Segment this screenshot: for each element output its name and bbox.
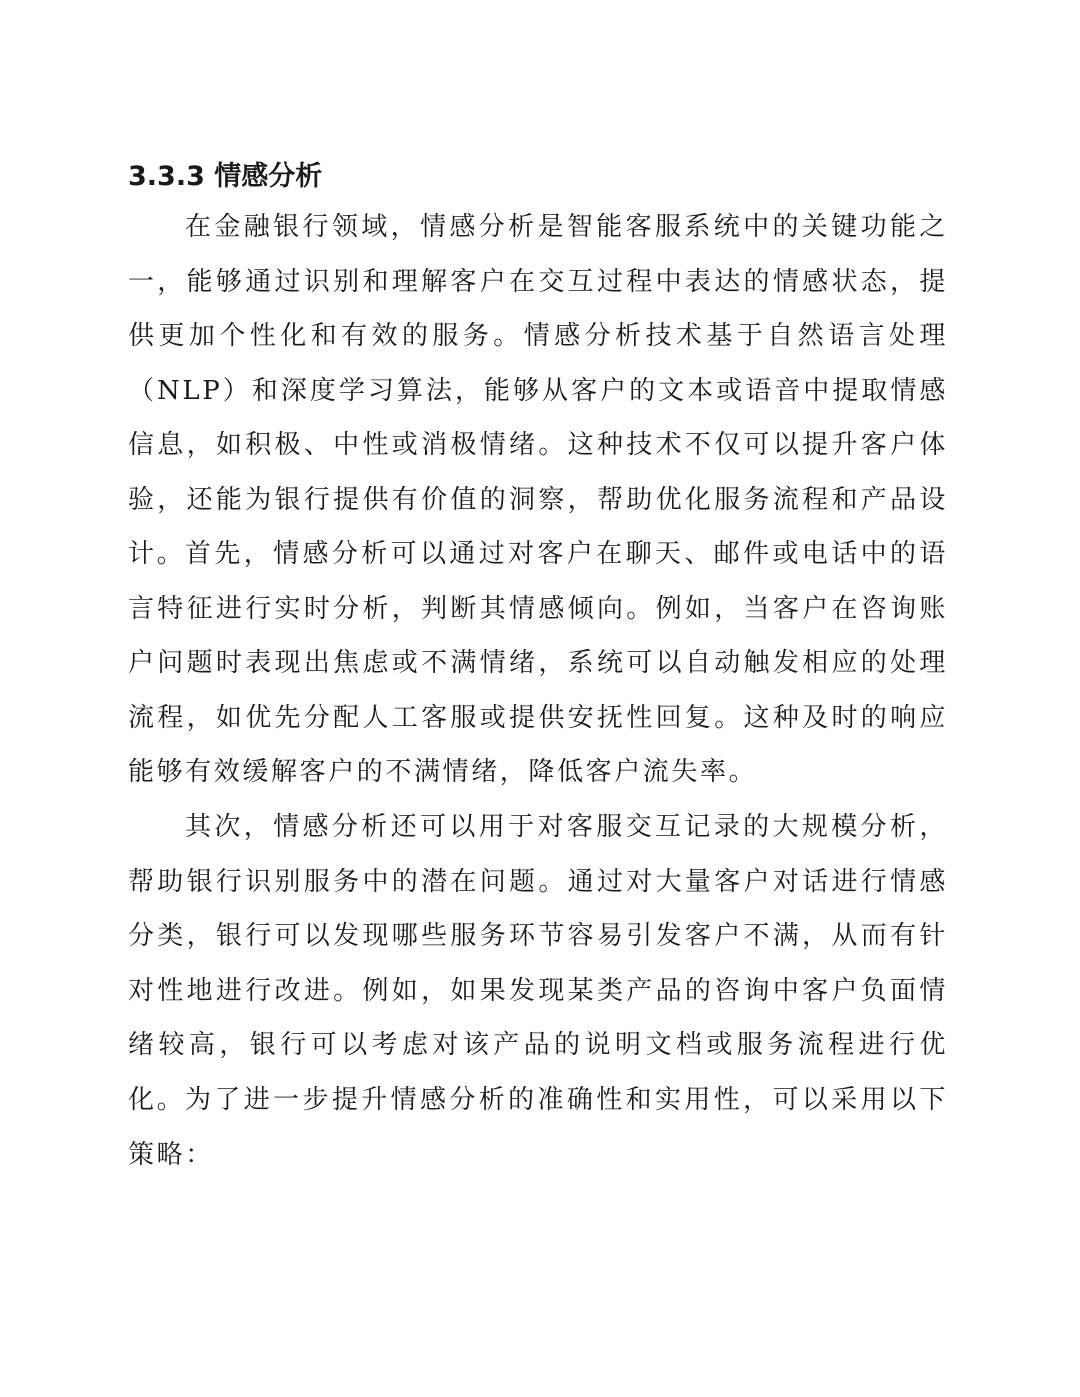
paragraph-strategy-lead: 为了进一步提升情感分析的准确性和实用性，可以采用以下策略： [128,1085,948,1170]
section-heading: 3.3.3 情感分析 [128,161,323,192]
paragraph-second-point: 其次，情感分析还可以用于对客服交互记录的大规模分析，帮助银行识别服务中的潜在问题。通过对大量客户对话进行情感分类，银行可以发现哪些服务环节容易引发客户不满，从而有针对性地进行改进。例如，如果发现某类产品的咨询中客户负面情绪较高，银行可以考虑对该产品的说明文档或服务流程进行优化。 [128,812,948,1115]
paragraph-first-point: 首先，情感分析可以通过对客户在聊天、邮件或电话中的语言特征进行实时分析，判断其情感倾向。例如，当客户在咨询账户问题时表现出焦虑或不满情绪，系统可以自动触发相应的处理流程，如优先分配人工客服或提供安抚性回复。这种及时的响应能够有效缓解客户的不满情绪，降低客户流失率。 [128,539,948,787]
paragraph-intro: 在金融银行领域，情感分析是智能客服系统中的关键功能之一，能够通过识别和理解客户在交互过程中表达的情感状态，提供更加个性化和有效的服务。情感分析技术基于自然语言处理（NLP）和深度学习算法，能够从客户的文本或语音中提取情感信息，如积极、中性或消极情绪。这种技术不仅可以提升客户体验，还能为银行提供有价值的洞察，帮助优化服务流程和产品设计。 [128,212,948,569]
